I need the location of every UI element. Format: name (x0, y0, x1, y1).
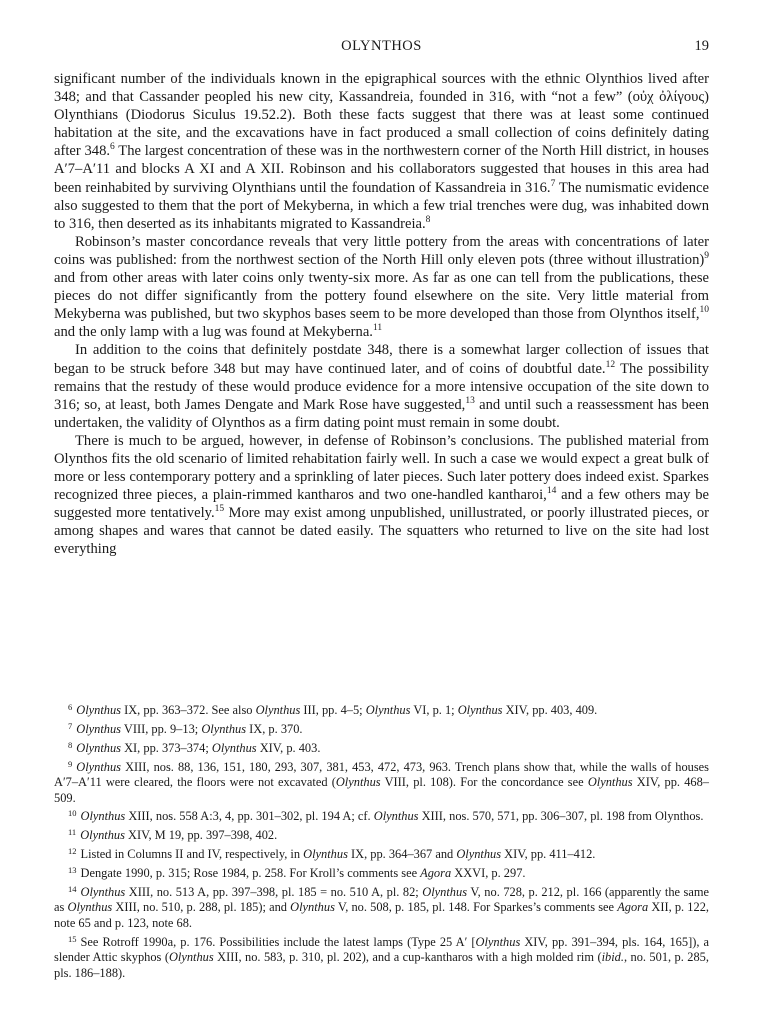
footnote-14 (54, 882, 709, 931)
text-run: VI, p. 1; (410, 703, 458, 717)
footnote-ref-12[interactable]: 12 (605, 359, 616, 370)
footnote-number: 12 (68, 846, 77, 857)
text-run: IX, pp. 363–372. See also (121, 703, 256, 717)
text-run: XXVI, p. 297. (451, 866, 526, 881)
citation-title: Olynthus (76, 740, 121, 755)
footnote-12 (54, 844, 709, 862)
paragraph-2 (54, 233, 709, 342)
text-run: More may exist among unpublished, unillustrated, or poorly illustrated pieces, or among shapes and wares that cannot be dated easily. The squatters who returned to live on the site had lost everything (54, 505, 709, 558)
text-run: XIV, pp. 468–509. (54, 775, 709, 805)
text-run: IX, pp. 364–367 and (347, 847, 457, 862)
footnote-8 (54, 738, 709, 756)
citation-title: Olynthus (290, 900, 335, 915)
citation-title: Olynthus (457, 703, 503, 717)
text-run: V, no. 508, p. 185, pl. 148. For Sparkes’s comments see (334, 900, 618, 915)
text-run: XII, p. 122, note 65 and p. 123, note 68. (54, 900, 709, 930)
text-run: and a few others may be suggested more tentatively. (54, 487, 709, 522)
footnote-13 (54, 863, 709, 881)
text-run: XIII, no. 510, p. 288, pl. 185); and (112, 900, 291, 915)
text-run: IX, p. 370. (246, 721, 303, 736)
citation-title: Olynthus (587, 775, 633, 790)
citation-title: Olynthus (373, 809, 419, 824)
citation-title: Olynthus (80, 828, 125, 843)
footnote-15 (54, 932, 709, 981)
citation-title: Olynthus (80, 885, 126, 900)
citation-title: Olynthus (335, 775, 381, 790)
text-run: XIV, M 19, pp. 397–398, 402. (124, 828, 278, 843)
footnote-number: 11 (68, 827, 77, 838)
citation-title: Olynthus (255, 703, 301, 717)
footnote-ref-6[interactable]: 6 (110, 142, 115, 153)
page-number: 19 (694, 38, 709, 54)
footnote-11 (54, 825, 709, 843)
citation-title: Olynthus (80, 809, 126, 824)
footnote-ref-11[interactable]: 11 (372, 323, 383, 334)
footnote-ref-13[interactable]: 13 (465, 395, 475, 406)
text-run: See Rotroff 1990a, p. 176. Possibilities include the latest lamps (Type 25 A′ [ (80, 934, 476, 949)
text-run: VIII, pp. 9–13; (121, 721, 202, 736)
text-run: XIV, pp. 403, 409. (502, 703, 598, 717)
text-run: The numismatic evidence also suggested to them that the port of Mekyberna, in which a few trial trenches were dug, was inhabited down to 316, then deserted as its inhabitants migrated to Kassandreia. (54, 179, 709, 232)
footnote-ref-14[interactable]: 14 (546, 486, 557, 497)
citation-title: Olynthus (76, 721, 121, 736)
text-run: XIV, pp. 411–412. (501, 847, 596, 862)
footnote-number: 7 (68, 720, 73, 731)
citation-title: Olynthus (422, 885, 468, 900)
text-run: , no. 501, p. 285, pls. 186–188). (54, 950, 709, 980)
paragraph-1 (54, 70, 709, 233)
text-run: XIII, no. 513 A, pp. 397–398, pl. 185 = no. 510 A, pl. 82; (125, 885, 423, 900)
text-run: There is much to be argued, however, in defense of Robinson’s conclusions. The published material from Olynthos fits the old scenario of limited rehabitation fairly well. In such a case we would expect a great bulk of more or less contemporary pottery and a sprinkling of later pieces. Such later pottery does indeed exist. Sparkes recognized three pieces, a plain-rimmed kantharos and two one-handled kantharoi, (54, 432, 709, 504)
text-run: Dengate 1990, p. 315; Rose 1984, p. 258. For Kroll’s comments see (80, 866, 421, 881)
footnote-7 (54, 719, 709, 737)
page (54, 38, 709, 559)
paragraph-3 (54, 341, 709, 431)
text-run: Listed in Columns II and IV, respectively, in (80, 847, 304, 862)
footnote-ref-8[interactable]: 8 (425, 214, 431, 225)
text-run: V, no. 728, p. 212, pl. 166 (apparently the same as (54, 885, 710, 915)
text-run: XIII, nos. 558 A:3, 4, pp. 301–302, pl. 194 A; cf. (125, 809, 374, 824)
footnote-6 (54, 700, 709, 718)
text-run: The possibility remains that the restudy of these would produce evidence for a more intensive occupation of the site down to 316; so, at least, both James Dengate and Mark Rose have suggested, (54, 360, 709, 413)
citation-title: ibid. (601, 950, 624, 965)
text-run: and the only lamp with a lug was found at Mekyberna. (54, 324, 373, 341)
footnote-number: 13 (68, 865, 77, 876)
paragraph-4 (54, 432, 709, 559)
footnote-number: 15 (68, 933, 77, 944)
text-run: III, pp. 4–5; (300, 703, 366, 717)
text-run: The largest concentration of these was in the northwestern corner of the North Hill district, in houses A′7–A′11 and blocks A XI and A XII. Robinson and his collaborators suggested that houses in this area had been reinhabited by surviving Olynthians until the foundation of Kassandreia in 316. (54, 143, 709, 196)
text-run: and until such a reassessment has been undertaken, the validity of Olynthos as a firm dating point must remain in some doubt. (54, 396, 709, 431)
text-run: Robinson’s master concordance reveals that very little pottery from the areas with concentrations of later coins was published: from the northwest section of the North Hill only eleven pots (three without illustration) (54, 233, 709, 268)
citation-title: Olynthus (201, 721, 247, 736)
text-run: XIII, nos. 88, 136, 151, 180, 293, 307, 381, 453, 472, 473, 963. Trench plans show that, while the walls of houses A′7–A′11 were cleared, the floors were not excavated ( (54, 759, 709, 790)
text-run: XIV, pp. 391–394, pls. 164, 165]), a slender Attic skyphos ( (54, 934, 710, 965)
text-run: XIII, nos. 570, 571, pp. 306–307, pl. 198 from Olynthos. (418, 809, 704, 824)
text-run: XIII, no. 583, p. 310, pl. 202), and a cup-kantharos with a high molded rim ( (213, 950, 602, 965)
footnote-ref-7[interactable]: 7 (550, 178, 556, 189)
citation-title: Olynthus (303, 847, 348, 862)
footnote-number: 9 (68, 758, 73, 769)
footnote-number: 6 (68, 702, 73, 712)
citation-title: Olynthus (475, 934, 521, 949)
footnote-number: 10 (68, 808, 77, 819)
page-header (54, 38, 709, 58)
text-run: In addition to the coins that definitely postdate 348, there is a somewhat larger collection of issues that began to be struck before 348 but may have continued later, and of coins of doubtful date. (54, 342, 709, 377)
citation-title: Olynthus (211, 740, 257, 755)
text-run: XI, pp. 373–374; (121, 740, 212, 755)
citation-title: Olynthus (365, 703, 411, 717)
footnote-ref-10[interactable]: 10 (699, 305, 709, 316)
footnote-10 (54, 806, 709, 824)
citation-title: Agora (617, 900, 649, 915)
running-head: OLYNTHOS (341, 38, 422, 54)
footnote-ref-15[interactable]: 15 (214, 504, 225, 515)
text-run: and from other areas with later coins only twenty-six more. As far as one can tell from the publications, these pieces do not differ significantly from the pottery found elsewhere on the site. Very little material from Mekyberna was published, but two skyphos bases seem to be more developed than those from Olynthos itself, (54, 270, 709, 323)
citation-title: Agora (420, 866, 452, 881)
text-run: XIV, p. 403. (256, 740, 321, 755)
citation-title: Olynthus (76, 759, 121, 774)
footnote-number: 8 (68, 739, 73, 750)
citation-title: Olynthus (168, 950, 214, 965)
footnote-ref-9[interactable]: 9 (704, 250, 709, 261)
footnote-9 (54, 757, 709, 806)
citation-title: Olynthus (67, 900, 113, 915)
citation-title: Olynthus (456, 847, 502, 862)
footnotes (54, 700, 709, 982)
footnote-number: 14 (68, 884, 77, 895)
citation-title: Olynthus (76, 703, 121, 717)
text-run: significant number of the individuals known in the epigraphical sources with the ethnic Olynthios lived after 348; and that Cassander peopled his new city, Kassandreia, founded in 316, with “not a few” (οὐχ ὀλίγους) Olynthians (Diodorus Siculus 19.52.2). Both these facts suggest that there was at least some continued habitation at the site, and the excavations have in fact produced a small collection of coins definitely dating after 348. (54, 71, 709, 160)
body-text (54, 70, 709, 559)
text-run: VIII, pl. 108). For the concordance see (380, 775, 588, 790)
